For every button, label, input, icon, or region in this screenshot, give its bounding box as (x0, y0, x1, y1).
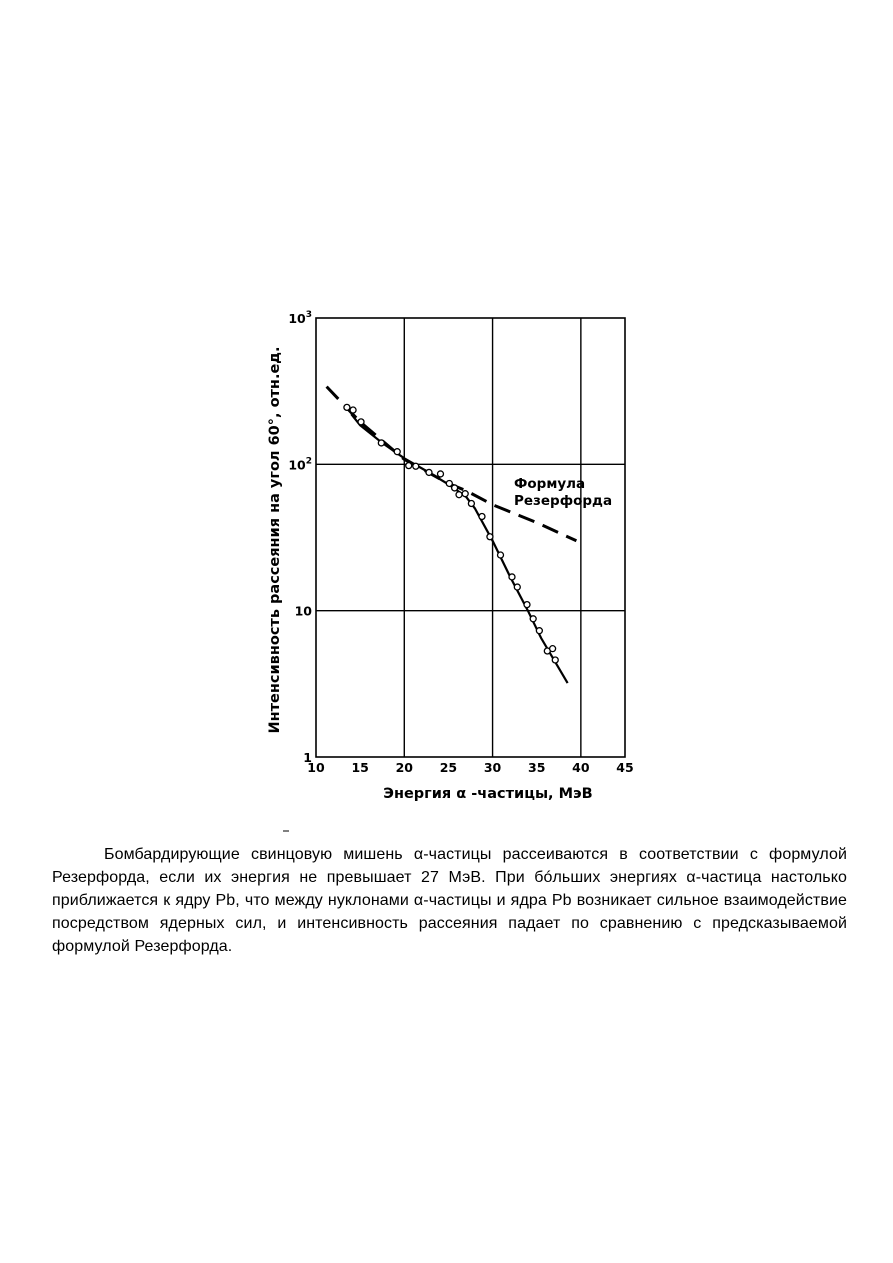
data-point (456, 492, 462, 498)
data-point (378, 440, 384, 446)
annotation-line-2: Резерфорда (514, 493, 613, 509)
x-axis-label: Энергия α -частицы, МэВ (383, 786, 593, 802)
data-point (530, 616, 536, 622)
y-tick-label: 1 (303, 750, 312, 765)
data-point (344, 404, 350, 410)
data-point (536, 628, 542, 634)
data-point (413, 463, 419, 469)
data-point (437, 471, 443, 477)
y-tick-labels (288, 310, 312, 765)
data-point (552, 657, 558, 663)
y-tick-label: $10^2$ (288, 456, 312, 473)
x-tick-label: 15 (351, 760, 369, 775)
x-tick-label: 35 (528, 760, 546, 775)
data-point (498, 552, 504, 558)
annotation-line-1: Формула (514, 476, 586, 492)
y-tick-label: 10 (294, 603, 312, 619)
data-point (514, 584, 520, 590)
x-tick-label: 45 (616, 760, 634, 775)
x-tick-labels (307, 760, 633, 775)
data-point (358, 419, 364, 425)
y-tick-label: $10^3$ (288, 310, 312, 326)
plot-frame (316, 318, 625, 757)
data-point (524, 602, 530, 608)
data-point (350, 407, 356, 413)
x-tick-label: 25 (439, 760, 458, 775)
data-point (468, 500, 474, 506)
data-point (452, 485, 458, 491)
data-point (394, 449, 400, 455)
x-tick-label: 40 (572, 760, 590, 775)
figure-caption: Бомбардирующие свинцовую мишень α-частицы рассеиваются в соответствии с формулой Резерфорда, если их энергия не превышает 27 МэВ. При бóльших энергиях α-частица настолько приближается к ядру Pb, что между нуклонами α-частицы и ядра Pb возникает сильное взаимодействие посредством ядерных сил, и интенсивность рассеяния падает по сравнению с предсказываемой формулой Резерфорда. (52, 846, 847, 955)
series-experiment-line (351, 414, 567, 683)
x-tick-label: 10 (307, 760, 325, 775)
data-point (550, 646, 556, 652)
x-tick-label: 20 (395, 760, 413, 775)
data-markers (344, 404, 558, 663)
data-point (446, 480, 452, 486)
x-tick-label: 30 (483, 760, 502, 775)
data-point (426, 469, 432, 475)
data-point (479, 514, 485, 520)
chart-grid (316, 318, 625, 757)
data-point (462, 491, 468, 497)
y-axis-label: Интенсивность рассеяния на угол 60°, отн.ед. (267, 346, 283, 734)
data-point (509, 574, 515, 580)
data-point (487, 534, 493, 540)
data-point (406, 463, 412, 469)
